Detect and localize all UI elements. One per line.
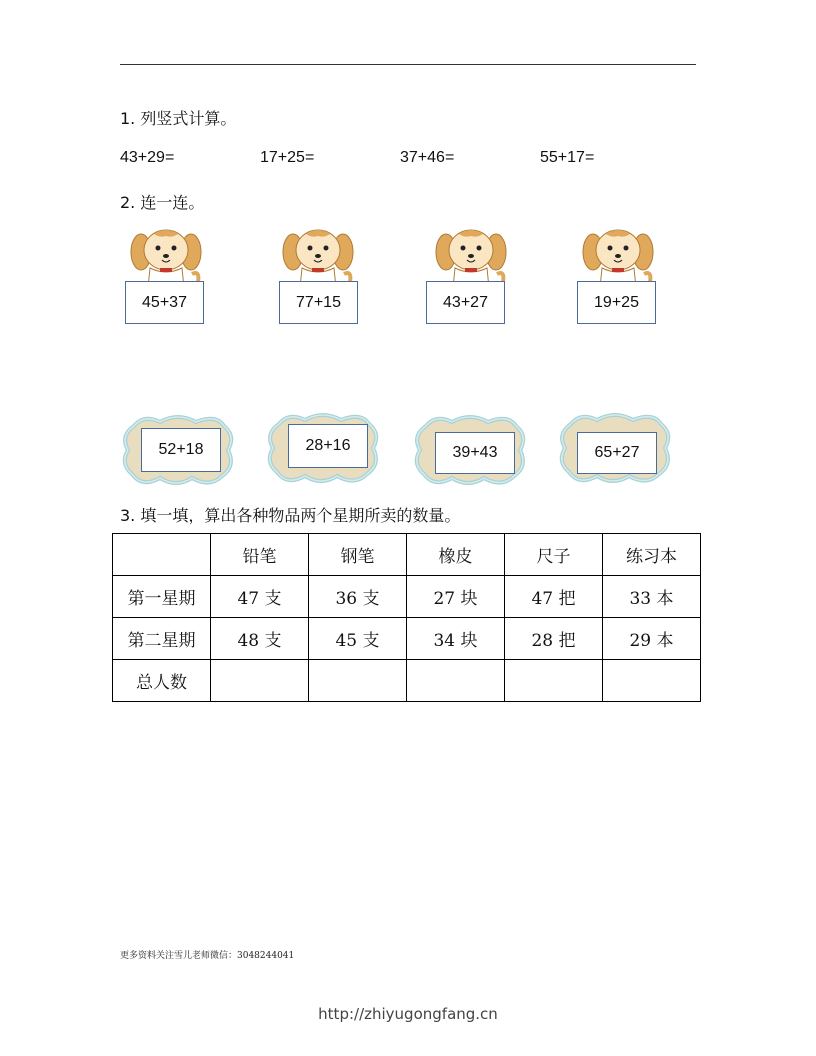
question-1-title: 1. 列竖式计算。 xyxy=(120,109,237,128)
dog-icon xyxy=(130,226,202,288)
dog-card: 43+27 xyxy=(426,281,505,324)
dog-icon xyxy=(282,226,354,288)
table-header-cell: 钢笔 xyxy=(309,534,407,576)
footer-url[interactable]: http://zhiyugongfang.cn xyxy=(318,1005,498,1023)
dog-icon xyxy=(582,226,654,288)
dog-card: 45+37 xyxy=(125,281,204,324)
table-header-cell xyxy=(113,534,211,576)
table-header-cell: 铅笔 xyxy=(211,534,309,576)
q1-expression: 55+17= xyxy=(540,149,595,166)
table-header-cell: 尺子 xyxy=(505,534,603,576)
answer-cell[interactable] xyxy=(603,660,701,702)
cloud-card: 28+16 xyxy=(288,424,368,468)
table-cell: 33 本 xyxy=(603,576,701,618)
question-2-title: 2. 连一连。 xyxy=(120,193,205,212)
q1-expression: 43+29= xyxy=(120,149,175,166)
table-cell: 第二星期 xyxy=(113,618,211,660)
dog-icon xyxy=(435,226,507,288)
table-cell: 47 把 xyxy=(505,576,603,618)
table-cell: 总人数 xyxy=(113,660,211,702)
answer-cell[interactable] xyxy=(211,660,309,702)
table-row xyxy=(113,576,701,618)
table-header-cell: 练习本 xyxy=(603,534,701,576)
q1-expression: 17+25= xyxy=(260,149,315,166)
table-row xyxy=(113,618,701,660)
dog-card: 19+25 xyxy=(577,281,656,324)
table-cell: 45 支 xyxy=(309,618,407,660)
table-cell: 第一星期 xyxy=(113,576,211,618)
cloud-card: 39+43 xyxy=(435,432,515,474)
table-cell: 34 块 xyxy=(407,618,505,660)
table-cell: 28 把 xyxy=(505,618,603,660)
table-row xyxy=(113,660,701,702)
table-header-cell: 橡皮 xyxy=(407,534,505,576)
header-rule xyxy=(120,64,696,65)
dog-card: 77+15 xyxy=(279,281,358,324)
table-cell: 27 块 xyxy=(407,576,505,618)
footer-note: 更多资料关注雪儿老师微信：3048244041 xyxy=(120,951,295,961)
q1-expression: 37+46= xyxy=(400,149,455,166)
answer-cell[interactable] xyxy=(505,660,603,702)
answer-cell[interactable] xyxy=(407,660,505,702)
answer-cell[interactable] xyxy=(309,660,407,702)
table-header-row xyxy=(113,534,701,576)
table-cell: 47 支 xyxy=(211,576,309,618)
sales-table xyxy=(112,533,701,702)
table-cell: 48 支 xyxy=(211,618,309,660)
cloud-card: 65+27 xyxy=(577,432,657,474)
question-3-title: 3. 填一填，算出各种物品两个星期所卖的数量。 xyxy=(120,506,461,525)
table-cell: 29 本 xyxy=(603,618,701,660)
table-cell: 36 支 xyxy=(309,576,407,618)
cloud-card: 52+18 xyxy=(141,428,221,472)
